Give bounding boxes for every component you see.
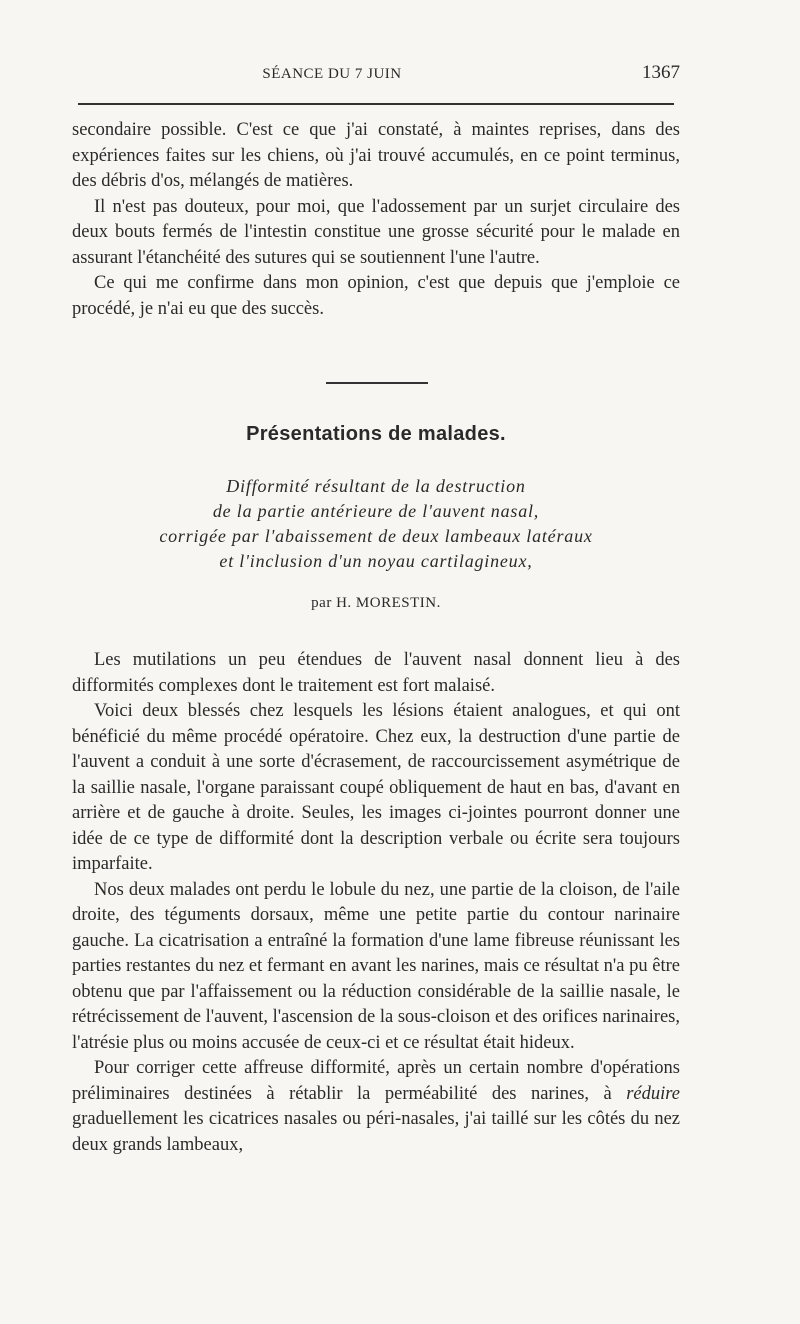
paragraph: Il n'est pas douteux, pour moi, que l'adossement par un surjet circulaire des deux bouts fermés de l'intestin constitue une grosse sécurité pour le malade en assurant l'étanchéité des sutures qui se soutiennent l'une l'autre. bbox=[72, 196, 680, 268]
bottom-text-block bbox=[72, 648, 680, 1158]
section-divider bbox=[326, 382, 428, 384]
paragraph-text: graduellement les cicatrices nasales ou péri-nasales, j'ai taillé sur les côtés du nez deux grands lambeaux, bbox=[72, 1109, 680, 1155]
top-text-block bbox=[72, 118, 680, 322]
header-rule bbox=[78, 103, 674, 105]
paragraph-text: Pour corriger cette affreuse difformité, après un certain nombre d'opérations préliminaires destinées à rétablir la perméabilité des narines, à bbox=[72, 1058, 680, 1104]
paragraph bbox=[72, 1056, 680, 1158]
paragraph: secondaire possible. C'est ce que j'ai constaté, à maintes reprises, dans des expériences faites sur les chiens, où j'ai trouvé accumulés, en ce point terminus, des débris d'os, mélangés de matières. bbox=[72, 120, 680, 191]
emphasis-text: réduire bbox=[626, 1083, 680, 1104]
subtitle-line: Difformité résultant de la destruction bbox=[226, 476, 526, 496]
paragraph: Les mutilations un peu étendues de l'auvent nasal donnent lieu à des difformités complexes dont le traitement est fort malaisé. bbox=[72, 650, 680, 696]
section-heading: Présentations de malades. bbox=[246, 423, 506, 445]
subtitle-line: corrigée par l'abaissement de deux lambeaux latéraux bbox=[159, 526, 593, 546]
subtitle-line: et l'inclusion d'un noyau cartilagineux, bbox=[219, 551, 533, 571]
paragraph: Ce qui me confirme dans mon opinion, c'est que depuis que j'emploie ce procédé, je n'ai eu que des succès. bbox=[72, 273, 680, 319]
article-subtitle bbox=[72, 474, 680, 574]
paragraph: Voici deux blessés chez lesquels les lésions étaient analogues, et qui ont bénéficié du même procédé opératoire. Chez eux, la destruction d'une partie de l'auvent a conduit à une sorte d'écrasement, de raccourcissement asymétrique de la saillie nasale, l'organe paraissant coupé obliquement de haut en bas, d'avant en arrière et de gauche à droite. Seules, les images ci-jointes pourront donner une idée de ce type de difformité dont la description verbale ou écrite sera toujours imparfaite. bbox=[72, 701, 680, 874]
running-title: SÉANCE DU 7 JUIN bbox=[262, 66, 402, 82]
page-number: 1367 bbox=[642, 62, 680, 83]
paragraph: Nos deux malades ont perdu le lobule du nez, une partie de la cloison, de l'aile droite, des téguments dorsaux, même une petite partie du contour narinaire gauche. La cicatrisation a entraîné la formation d'une lame fibreuse réunissant les parties restantes du nez et fermant en avant les narines, mais ce résultat n'a pu être obtenu que par l'affaissement ou la réduction considérable de la saillie nasale, le rétrécissement de l'auvent, l'ascension de la sous-cloison et des orifices narinaires, l'atrésie plus ou moins accusée de ceux-ci et ce résultat était hideux. bbox=[72, 879, 680, 1053]
subtitle-line: de la partie antérieure de l'auvent nasal, bbox=[212, 501, 540, 521]
author-byline: par H. MORESTIN. bbox=[311, 595, 441, 611]
page bbox=[72, 0, 680, 1324]
running-head bbox=[72, 62, 680, 88]
